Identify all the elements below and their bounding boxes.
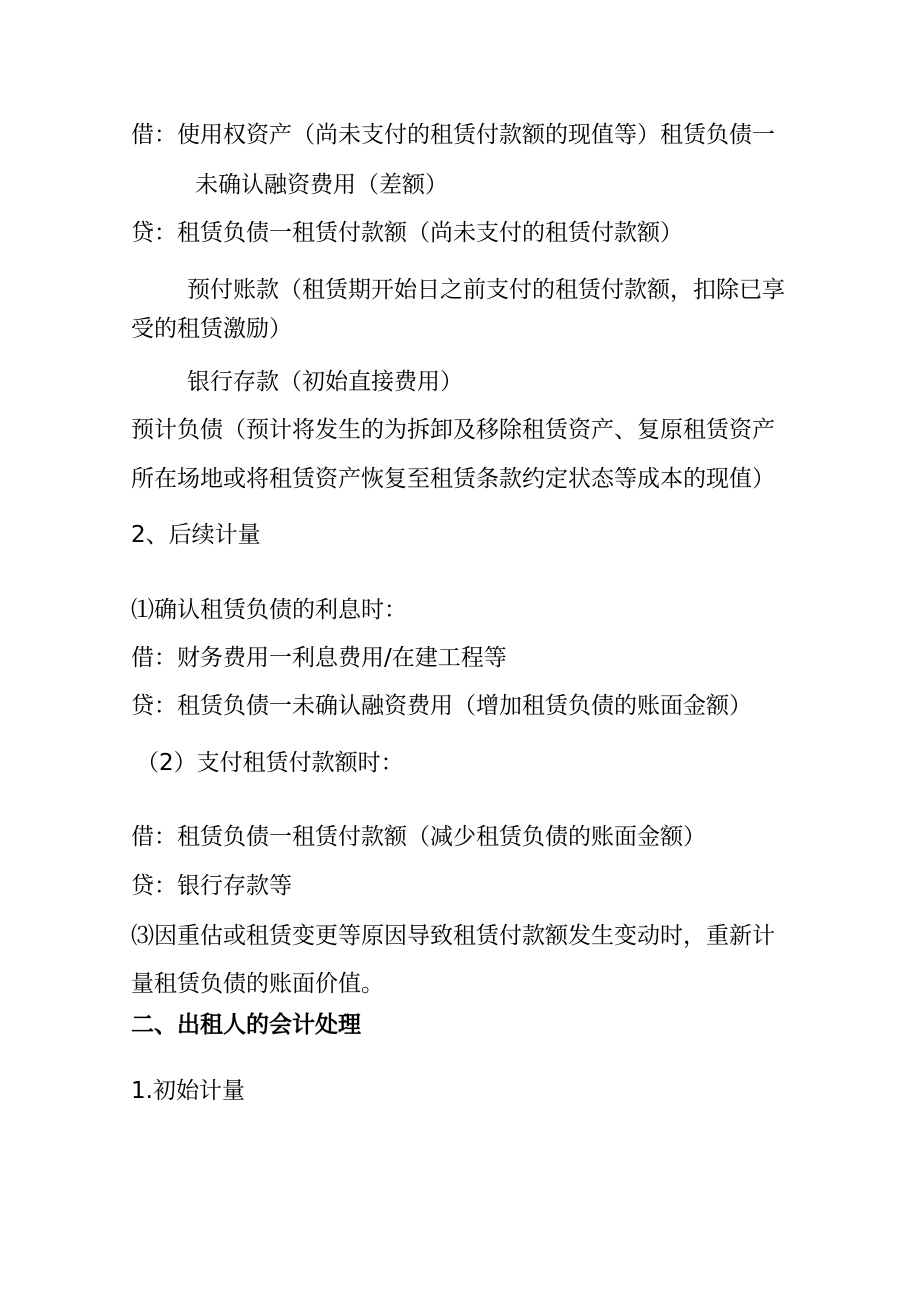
journal-unrecognized-finance-cost: 未确认融资费用（差额） <box>195 172 448 198</box>
journal-credit-bank-deposit: 贷：银行存款等 <box>131 873 292 899</box>
section-initial-measurement: 1.初始计量 <box>131 1078 245 1104</box>
journal-credit-unrecognized-finance-cost: 贷：租赁负债一未确认融资费用（增加租赁负债的账面金额） <box>131 693 752 719</box>
journal-estimated-liability-continued: 所在场地或将租赁资产恢复至租赁条款约定状态等成本的现值） <box>131 466 775 492</box>
item-interest-recognition: ⑴确认租赁负债的利息时： <box>131 597 407 623</box>
journal-credit-lease-liability: 贷：租赁负债一租赁付款额（尚未支付的租赁付款额） <box>131 220 683 246</box>
journal-prepaid-account-continued: 受的租赁激励） <box>131 316 292 342</box>
journal-estimated-liability: 预计负债（预计将发生的为拆卸及移除租赁资产、复原租赁资产 <box>131 417 775 443</box>
journal-debit-right-of-use-asset: 借：使用权资产（尚未支付的租赁付款额的现值等）租赁负债一 <box>131 122 775 148</box>
item-lease-payment: （2）支付租赁付款额时： <box>136 750 404 776</box>
journal-debit-finance-expense: 借：财务费用一利息费用/在建工程等 <box>131 645 507 671</box>
journal-bank-deposit: 银行存款（初始直接费用） <box>187 369 463 395</box>
journal-prepaid-account: 预付账款（租赁期开始日之前支付的租赁付款额，扣除已享 <box>187 277 785 303</box>
section-lessor-accounting: 二、出租人的会计处理 <box>131 1012 361 1038</box>
journal-debit-lease-payment: 借：租赁负债一租赁付款额（减少租赁负债的账面金额） <box>131 824 706 850</box>
section-subsequent-measurement: 2、后续计量 <box>131 522 261 548</box>
item-remeasurement: ⑶因重估或租赁变更等原因导致租赁付款额发生变动时，重新计 <box>131 923 775 949</box>
item-remeasurement-continued: 量租赁负债的账面价值。 <box>131 971 384 997</box>
